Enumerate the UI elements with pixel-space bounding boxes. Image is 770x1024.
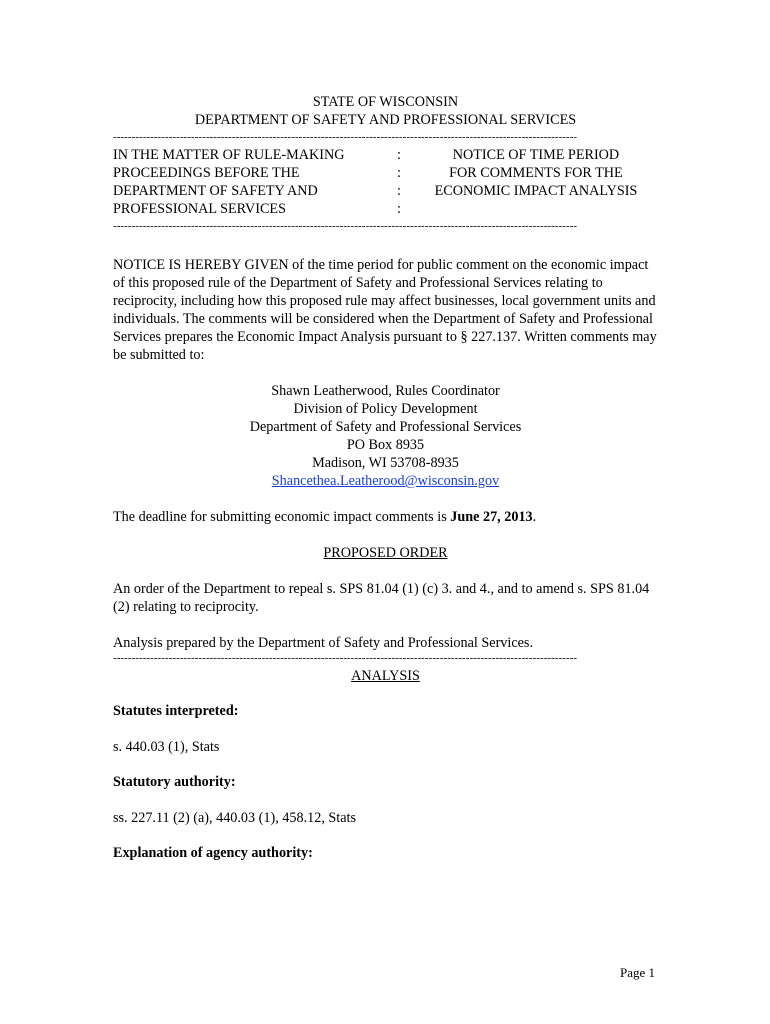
caption-right-line: FOR COMMENTS FOR THE — [449, 165, 623, 181]
caption-left-line: PROFESSIONAL SERVICES — [113, 201, 286, 217]
authority-heading: Statutory authority: — [113, 774, 236, 790]
notice-paragraph: NOTICE IS HEREBY GIVEN of the time period for public comment on the economic impact of this proposed rule of the Department of Safety and Professional Services relating to reciprocity, including how this proposed rule may affect businesses, local government units and individuals. The comments will be considered when the Department of Safety and Professional Services prepares the Economic Impact Analysis pursuant to § 227.137. Written comments may be submitted to: — [113, 257, 657, 363]
state-title: STATE OF WISCONSIN — [312, 94, 459, 110]
deadline-date: June 27, 2013 — [450, 509, 533, 525]
proposed-order-heading-wrap — [113, 544, 658, 562]
contact-pobox: PO Box 8935 — [346, 437, 425, 453]
caption-left-line: IN THE MATTER OF RULE-MAKING — [113, 147, 345, 163]
caption-right — [414, 146, 658, 218]
contact-division: Division of Policy Development — [293, 401, 478, 417]
contact-department: Department of Safety and Professional Services — [249, 419, 522, 435]
contact-city: Madison, WI 53708-8935 — [312, 455, 459, 471]
contact-email-link[interactable]: Shancethea.Leatherood@wisconsin.gov — [271, 473, 500, 489]
caption-left — [113, 146, 382, 218]
analysis-heading-wrap — [113, 667, 658, 685]
contact-name: Shawn Leatherwood, Rules Coordinator — [271, 383, 500, 399]
order-paragraph: An order of the Department to repeal s. SPS 81.04 (1) (c) 3. and 4., and to amend s. SPS 81.04 (2) relating to reciprocity. — [113, 581, 650, 615]
colon: : — [396, 183, 401, 199]
analysis-heading: ANALYSIS — [351, 668, 420, 684]
analysis-prepared: Analysis prepared by the Department of Safety and Professional Services. — [113, 635, 533, 651]
caption-left-line: PROCEEDINGS BEFORE THE — [113, 165, 300, 181]
colon: : — [396, 201, 401, 217]
deadline-paragraph — [113, 508, 658, 526]
page-number: Page 1 — [619, 965, 655, 980]
divider: ----------------------------------------------------------------------------------------------------------------------------- — [113, 131, 578, 143]
contact-block — [113, 382, 658, 490]
caption-right-line: ECONOMIC IMPACT ANALYSIS — [434, 183, 638, 199]
colon: : — [396, 165, 401, 181]
deadline-end: . — [532, 509, 537, 525]
caption-right-line: NOTICE OF TIME PERIOD — [452, 147, 620, 163]
divider: ----------------------------------------------------------------------------------------------------------------------------- — [113, 220, 578, 232]
caption-left-line: DEPARTMENT OF SAFETY AND — [113, 183, 318, 199]
proposed-order-heading: PROPOSED ORDER — [323, 545, 448, 561]
explanation-heading: Explanation of agency authority: — [113, 845, 313, 861]
caption-block — [113, 146, 658, 218]
document-page — [113, 93, 658, 862]
statutes-text: s. 440.03 (1), Stats — [113, 739, 220, 755]
department-title: DEPARTMENT OF SAFETY AND PROFESSIONAL SERVICES — [194, 112, 577, 128]
caption-colons — [384, 146, 414, 218]
statutes-heading: Statutes interpreted: — [113, 703, 239, 719]
deadline-text: The deadline for submitting economic impact comments is — [113, 509, 451, 525]
colon: : — [396, 147, 401, 163]
authority-text: ss. 227.11 (2) (a), 440.03 (1), 458.12, Stats — [113, 810, 357, 826]
divider: ----------------------------------------------------------------------------------------------------------------------------- — [113, 652, 578, 664]
